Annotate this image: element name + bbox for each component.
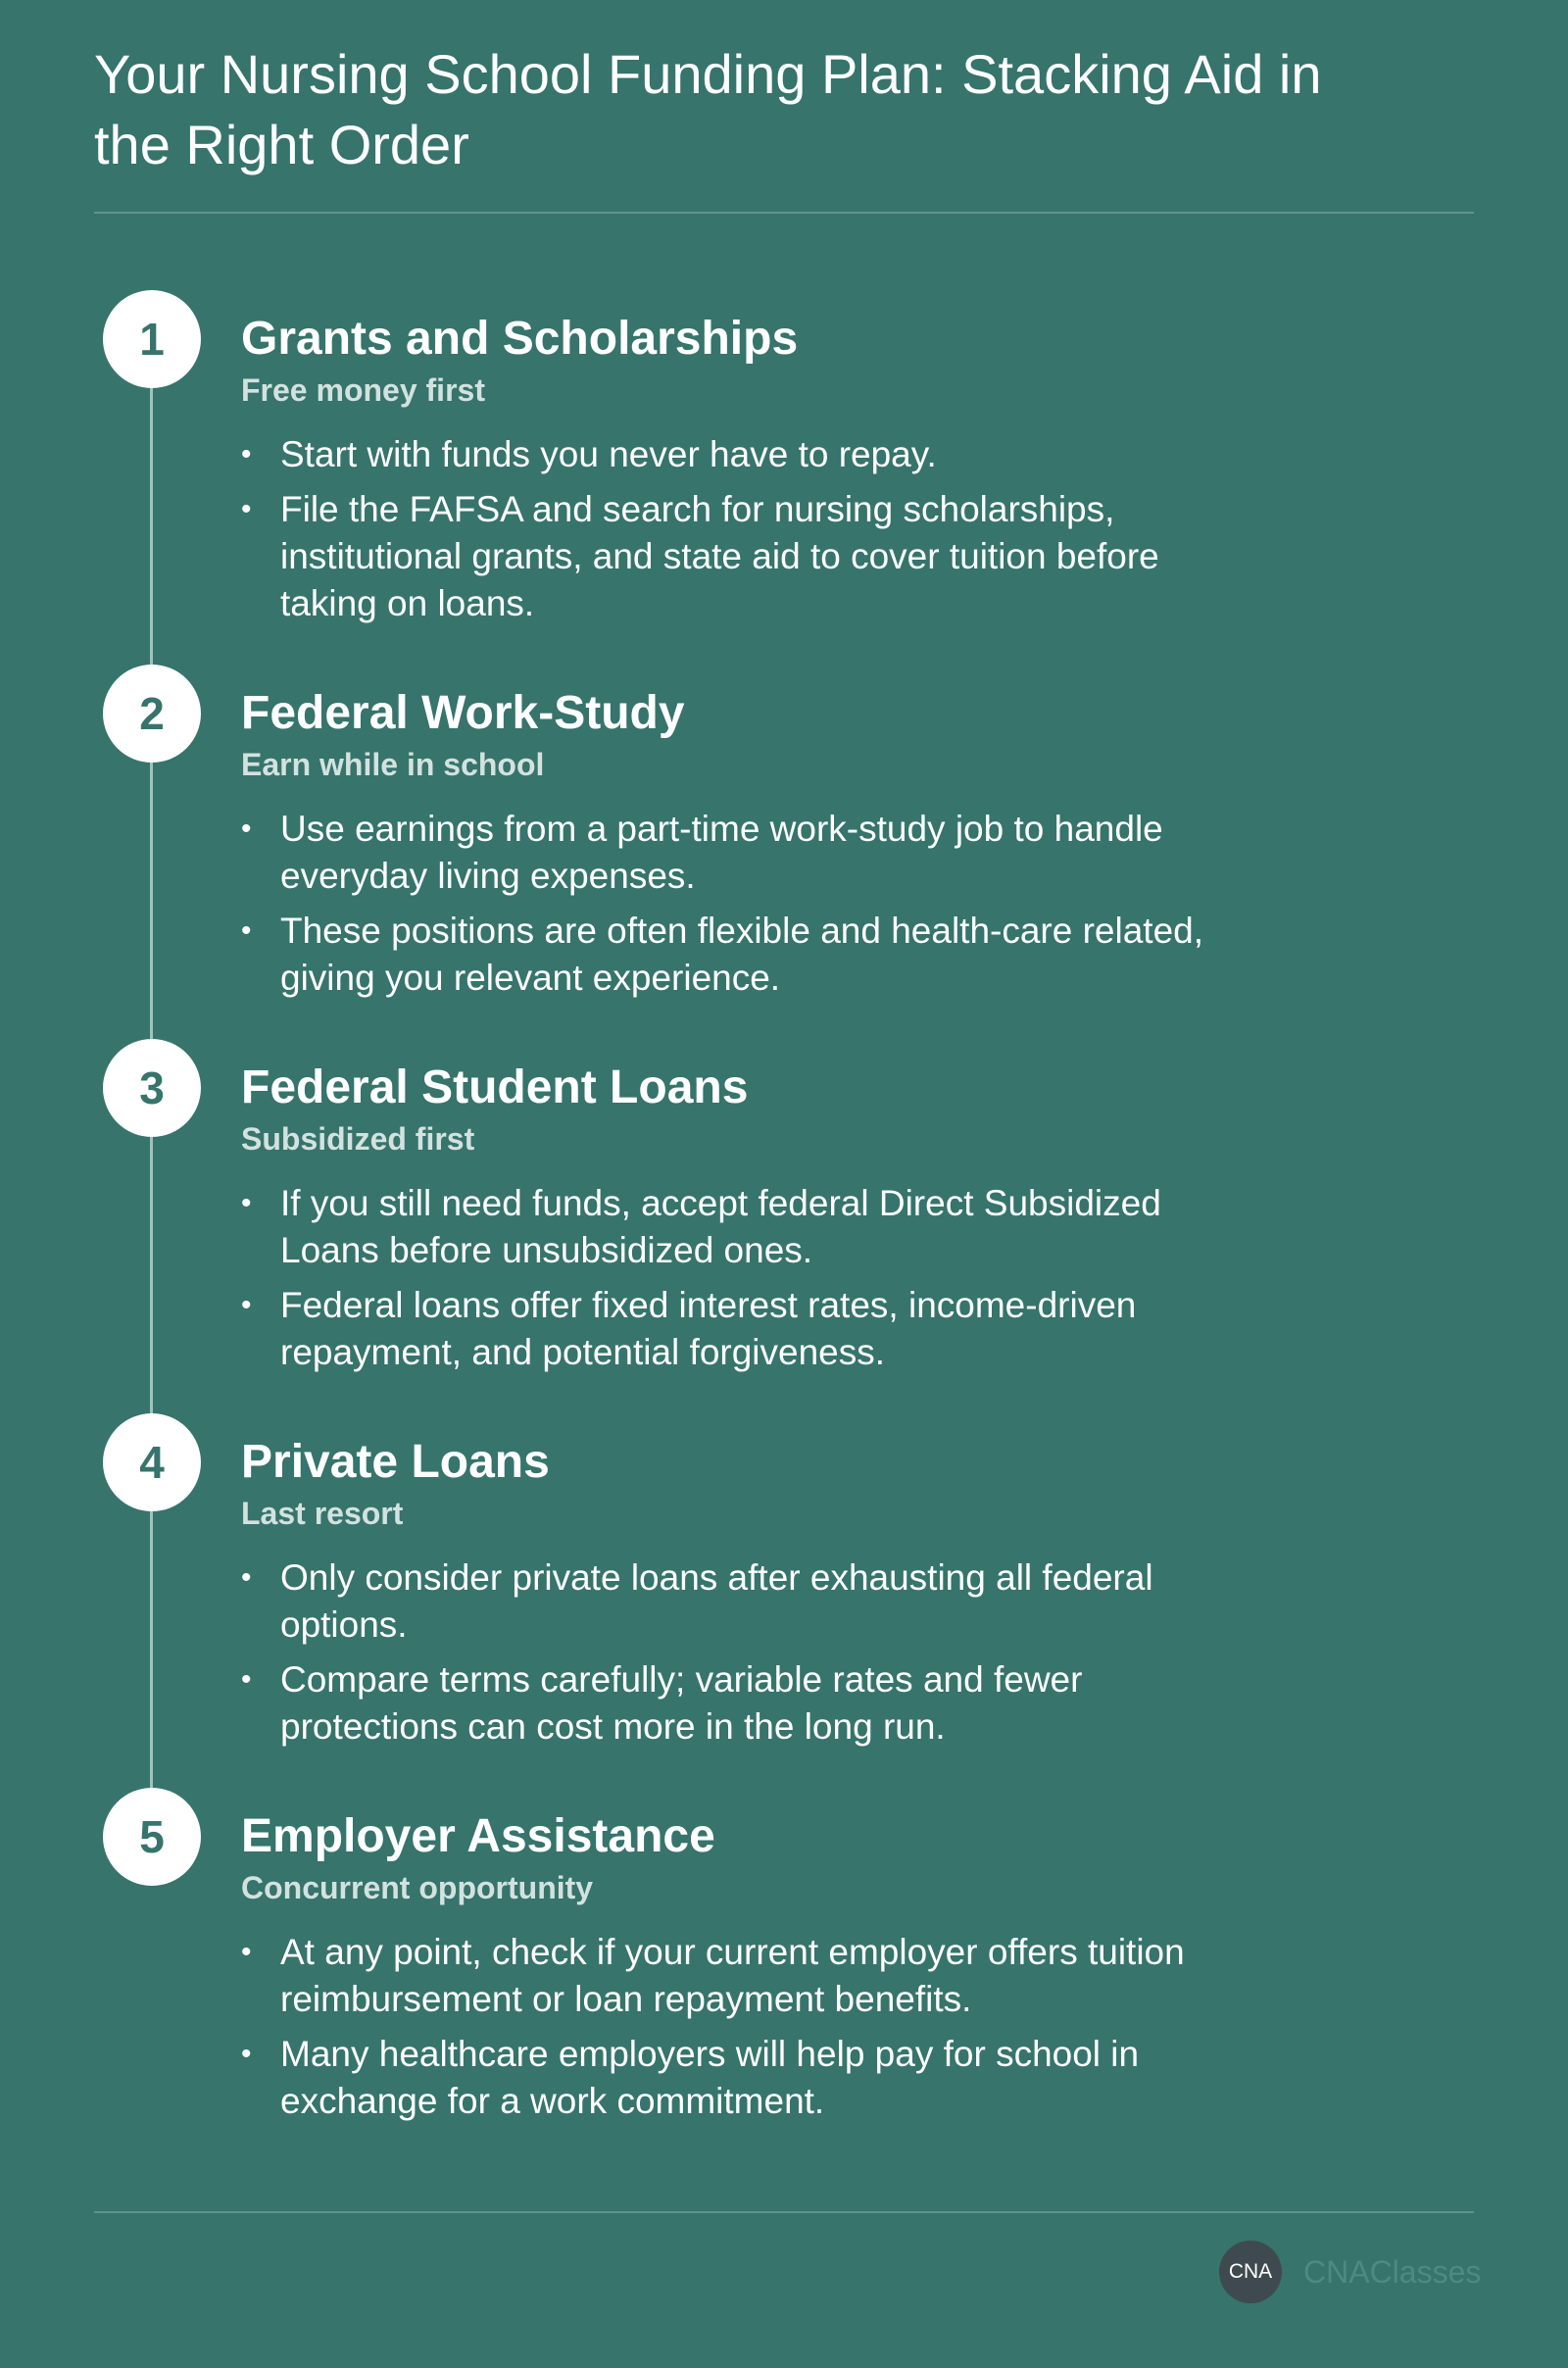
funding-step (0, 1788, 1568, 2160)
bullet-dot-icon: • (241, 1289, 252, 1321)
funding-step (0, 1039, 1568, 1411)
step-subtitle: Earn while in school (241, 747, 545, 782)
bullet-dot-icon: • (241, 1936, 252, 1968)
bullet-dot-icon: • (241, 438, 252, 470)
bullet-item (241, 431, 1221, 478)
bullet-text: File the FAFSA and search for nursing scholarships, institutional grants, and state aid to cover tuition before taking on loans. (280, 489, 1159, 623)
step-subtitle: Last resort (241, 1496, 404, 1531)
step-bullet-list (241, 1180, 1221, 1384)
step-title: Private Loans (241, 1436, 550, 1488)
step-subtitle: Free money first (241, 372, 485, 408)
footer-divider (94, 2211, 1474, 2213)
header-divider (94, 212, 1474, 214)
bullet-text: Only consider private loans after exhausting all federal options. (280, 1557, 1153, 1645)
bullet-item (241, 806, 1221, 900)
bullet-item (241, 2031, 1221, 2125)
bullet-text: If you still need funds, accept federal Direct Subsidized Loans before unsubsidized ones. (280, 1183, 1161, 1270)
bullet-item (241, 1282, 1221, 1376)
bullet-dot-icon: • (241, 2038, 252, 2070)
bullet-item (241, 1554, 1221, 1649)
bullet-item (241, 1180, 1221, 1274)
bullet-text: Use earnings from a part-time work-study job to handle everyday living expenses. (280, 809, 1163, 896)
step-title: Federal Work-Study (241, 687, 685, 739)
step-bullet-list (241, 1929, 1221, 2133)
cna-logo-badge: CNA (1219, 2241, 1282, 2303)
bullet-dot-icon: • (241, 1663, 252, 1696)
step-title: Employer Assistance (241, 1810, 715, 1862)
step-title: Federal Student Loans (241, 1061, 749, 1113)
bullet-dot-icon: • (241, 1187, 252, 1219)
funding-step (0, 665, 1568, 1037)
step-number-badge: 2 (103, 665, 201, 763)
bullet-text: These positions are often flexible and health-care related, giving you relevant experience. (280, 911, 1204, 998)
step-bullet-list (241, 806, 1221, 1010)
step-number-badge: 1 (103, 290, 201, 388)
bullet-dot-icon: • (241, 914, 252, 947)
bullet-dot-icon: • (241, 1561, 252, 1594)
step-bullet-list (241, 1554, 1221, 1758)
step-number-badge: 5 (103, 1788, 201, 1886)
bullet-item (241, 486, 1221, 627)
step-subtitle: Subsidized first (241, 1121, 475, 1157)
brand-name: CNAClasses (1303, 2254, 1482, 2290)
bullet-item (241, 1656, 1221, 1751)
bullet-dot-icon: • (241, 493, 252, 525)
page-title: Your Nursing School Funding Plan: Stacking Aid in the Right Order (94, 43, 1322, 175)
bullet-text: Federal loans offer fixed interest rates, income-driven repayment, and potential forgiveness. (280, 1285, 1137, 1372)
funding-step (0, 1413, 1568, 1786)
step-subtitle: Concurrent opportunity (241, 1870, 594, 1905)
bullet-item (241, 1929, 1221, 2023)
step-number-badge: 3 (103, 1039, 201, 1137)
step-bullet-list (241, 431, 1221, 635)
bullet-item (241, 908, 1221, 1002)
bullet-dot-icon: • (241, 813, 252, 845)
step-number-badge: 4 (103, 1413, 201, 1511)
bullet-text: Compare terms carefully; variable rates and fewer protections can cost more in the long run. (280, 1659, 1083, 1747)
bullet-text: At any point, check if your current employer offers tuition reimbursement or loan repayment benefits. (280, 1932, 1185, 2019)
bullet-text: Start with funds you never have to repay. (280, 434, 937, 474)
step-title: Grants and Scholarships (241, 313, 799, 365)
funding-step (0, 290, 1568, 663)
bullet-text: Many healthcare employers will help pay for school in exchange for a work commitment. (280, 2034, 1140, 2121)
